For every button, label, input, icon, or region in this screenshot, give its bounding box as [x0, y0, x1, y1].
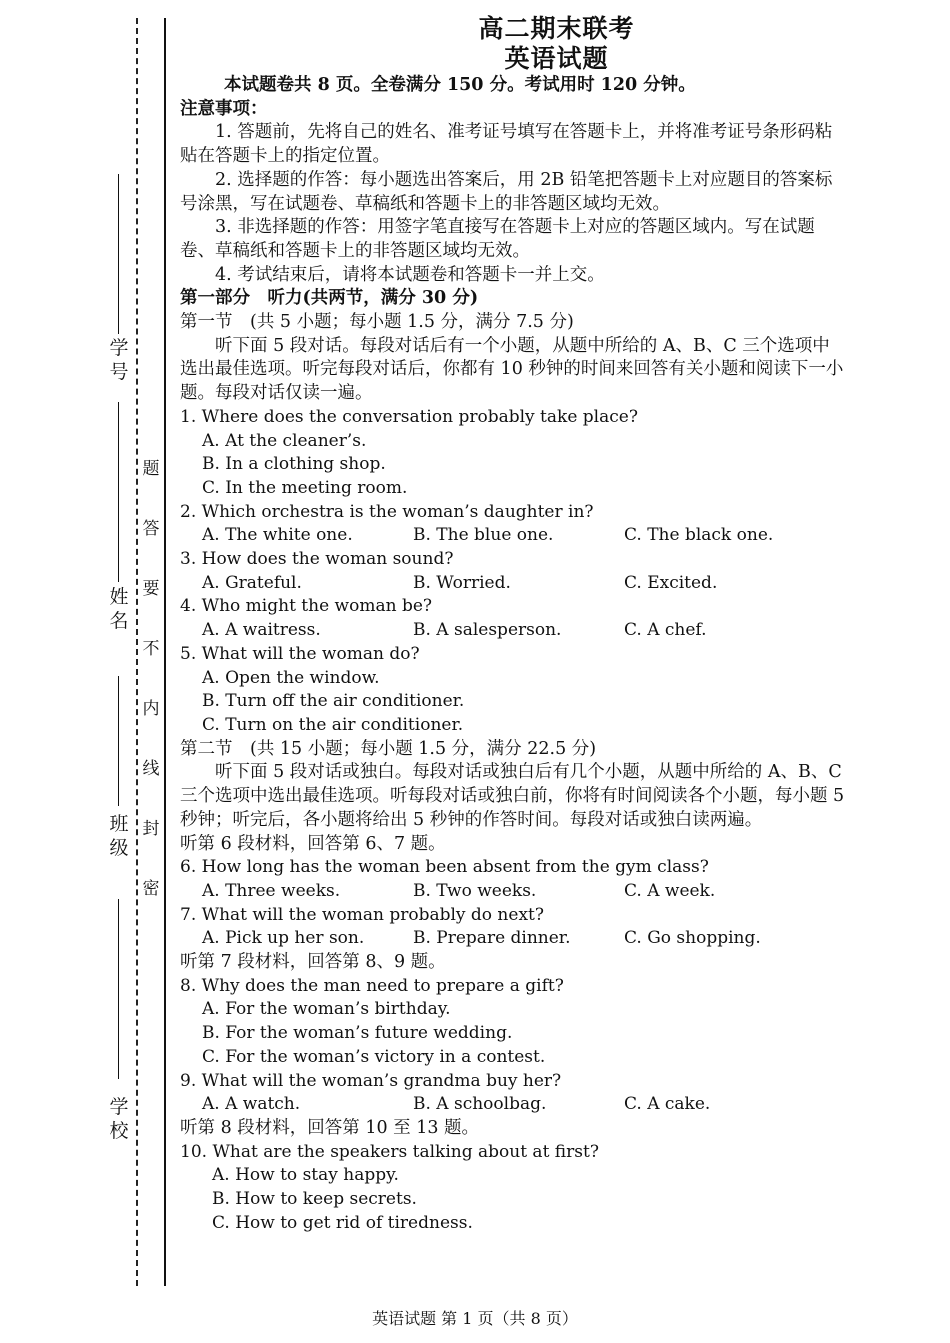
option-1c: C. In the meeting room. — [202, 477, 408, 498]
option-1b: B. In a clothing shop. — [202, 454, 386, 475]
option-4b: B. A salesperson. — [413, 620, 562, 641]
question-2: 2. Which orchestra is the woman’s daughter in? — [180, 501, 594, 522]
option-5c: C. Turn on the air conditioner. — [202, 714, 464, 735]
options-2 — [180, 524, 845, 548]
part1-heading: 第一部分 听力(共两节，满分 30 分) — [180, 288, 479, 309]
option-10b: B. How to keep secrets. — [212, 1189, 417, 1210]
option-9a: A. A watch. — [202, 1094, 301, 1115]
option-8c: C. For the woman’s victory in a contest. — [202, 1046, 546, 1067]
option-6b: B. Two weeks. — [413, 880, 537, 901]
question-7: 7. What will the woman probably do next? — [180, 904, 544, 925]
student-id-field: 学 号 — [109, 337, 129, 383]
question-8: 8. Why does the man need to prepare a gift? — [180, 975, 564, 996]
options-9 — [180, 1093, 845, 1117]
notice-item: 1. 答题前，先将自己的姓名、准考证号填写在答题卡上，并将准考证号条形码粘贴在答题卡上的指定位置。 — [180, 122, 833, 167]
material-7: 听第 7 段材料，回答第 8、9 题。 — [180, 952, 446, 973]
option-5a: A. Open the window. — [202, 667, 380, 688]
question-4: 4. Who might the woman be? — [180, 596, 433, 617]
option-7a: A. Pick up her son. — [202, 928, 365, 949]
class-field: 班 级 — [109, 813, 129, 859]
option-3a: A. Grateful. — [202, 572, 302, 593]
option-7c: C. Go shopping. — [624, 928, 761, 949]
question-3: 3. How does the woman sound? — [180, 549, 454, 570]
option-6a: A. Three weeks. — [202, 880, 341, 901]
options-7 — [180, 927, 845, 951]
option-1a: A. At the cleaner’s. — [202, 430, 367, 451]
section1-heading: 第一节 (共 5 小题；每小题 1.5 分，满分 7.5 分) — [180, 312, 574, 333]
section1-instructions: 听下面 5 段对话。每段对话后有一个小题，从题中所给的 A、B、C 三个选项中选出最佳选项。听完每段对话后，你都有 10 秒钟的时间来回答有关小题和阅读下一小题。每段对话仅读一遍。 — [180, 335, 844, 404]
option-3c: C. Excited. — [624, 572, 718, 593]
question-6: 6. How long has the woman been absent from the gym class? — [180, 857, 709, 878]
options-3 — [180, 572, 845, 596]
exam-summary: 本试题卷共 8 页。全卷满分 150 分。考试用时 120 分钟。 — [224, 75, 696, 95]
exam-content — [180, 14, 845, 1235]
option-4a: A. A waitress. — [202, 620, 321, 641]
seal-notice: 题 答 要 不 内 线 封 密 — [142, 459, 160, 899]
option-7b: B. Prepare dinner. — [413, 928, 571, 949]
section2-heading: 第二节 (共 15 小题；每小题 1.5 分，满分 22.5 分) — [180, 738, 597, 759]
notice-item: 4. 考试结束后，请将本试题卷和答题卡一并上交。 — [215, 264, 605, 285]
exam-title: 高二期末联考 — [478, 14, 635, 43]
section2-instructions: 听下面 5 段对话或独白。每段对话或独白后有几个小题，从题中所给的 A、B、C 三个选项中选出最佳选项。听每段对话或独白前，你将有时间阅读各个小题，每小题 5 秒钟；听完后，各小题将给出 5 秒钟的作答时间。每段对话或独白读两遍。 — [180, 762, 845, 830]
option-8a: A. For the woman’s birthday. — [202, 999, 451, 1020]
class-blank — [106, 672, 132, 810]
school-field: 学 校 — [109, 1096, 129, 1142]
seal-line — [164, 18, 166, 1286]
exam-subtitle: 英语试题 — [504, 44, 609, 73]
option-8b: B. For the woman’s future wedding. — [202, 1023, 513, 1044]
option-9b: B. A schoolbag. — [413, 1094, 547, 1115]
notice-item: 3. 非选择题的作答：用签字笔直接写在答题卡上对应的答题区域内。写在试题卷、草稿纸和答题卡上的非答题区域均无效。 — [180, 217, 815, 261]
option-2c: C. The black one. — [624, 525, 774, 546]
option-2b: B. The blue one. — [413, 525, 554, 546]
student-id-blank — [106, 170, 132, 338]
name-blank — [106, 398, 132, 586]
binding-margin — [0, 0, 170, 1290]
notice-heading: 注意事项： — [180, 98, 268, 119]
option-3b: B. Worried. — [413, 572, 511, 593]
page-footer: 英语试题 第 1 页（共 8 页） — [372, 1309, 578, 1328]
option-6c: C. A week. — [624, 880, 716, 901]
question-9: 9. What will the woman’s grandma buy her? — [180, 1070, 562, 1091]
option-10a: A. How to stay happy. — [212, 1165, 399, 1186]
material-6: 听第 6 段材料，回答第 6、7 题。 — [180, 833, 446, 854]
options-6 — [180, 880, 845, 904]
question-5: 5. What will the woman do? — [180, 643, 420, 664]
cut-line — [136, 18, 138, 1286]
options-4 — [180, 619, 845, 643]
notice-item: 2. 选择题的作答：每小题选出答案后，用 2B 铅笔把答题卡上对应题目的答案标号涂黑，写在试题卷、草稿纸和答题卡上的非答题区域均无效。 — [180, 169, 833, 214]
question-10: 10. What are the speakers talking about at first? — [180, 1141, 599, 1162]
material-8: 听第 8 段材料，回答第 10 至 13 题。 — [180, 1117, 480, 1138]
option-10c: C. How to get rid of tiredness. — [212, 1212, 473, 1233]
option-9c: C. A cake. — [624, 1094, 711, 1115]
option-4c: C. A chef. — [624, 620, 707, 641]
option-2a: A. The white one. — [202, 525, 353, 546]
name-field: 姓 名 — [109, 586, 129, 632]
option-5b: B. Turn off the air conditioner. — [202, 691, 465, 712]
question-1: 1. Where does the conversation probably take place? — [180, 406, 638, 427]
school-blank — [106, 895, 132, 1083]
